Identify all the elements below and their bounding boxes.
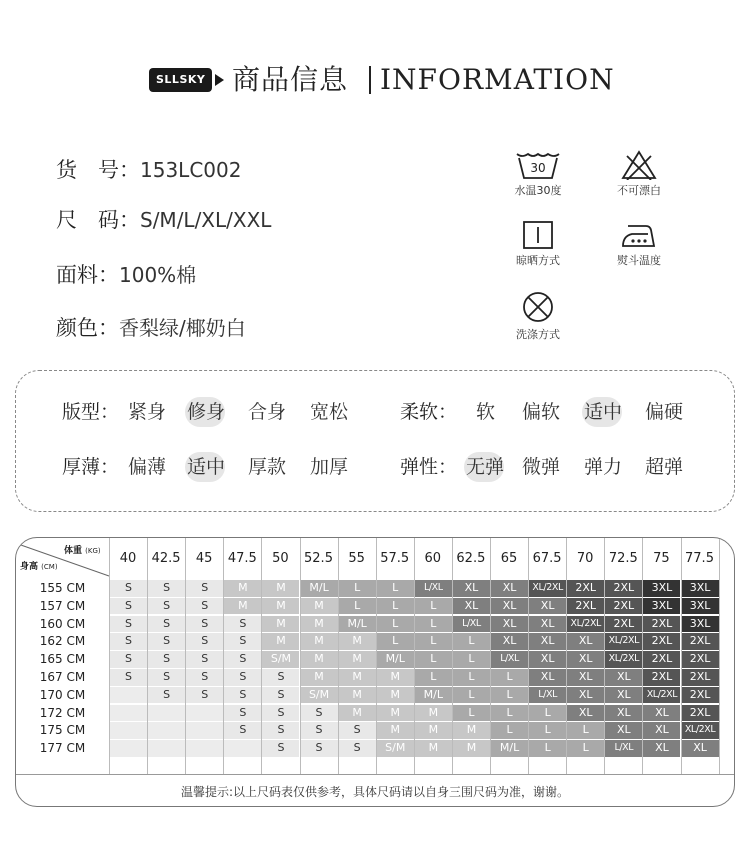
- size-cell: M: [377, 687, 414, 704]
- size-cell: XL: [529, 616, 566, 633]
- size-cell: L: [567, 740, 604, 757]
- size-cell: L/XL: [415, 580, 452, 597]
- size-cell: [110, 687, 147, 704]
- size-cell: S: [186, 669, 223, 686]
- dry-clean-icon: [520, 290, 556, 324]
- size-cell: XL: [491, 616, 528, 633]
- size-cell: S: [301, 740, 338, 757]
- size-cell: S: [262, 722, 299, 739]
- size-cell: S: [224, 651, 261, 668]
- size-cell: L: [377, 580, 414, 597]
- drip-dry-icon: [521, 220, 555, 250]
- size-cell: S: [110, 633, 147, 650]
- attr-elasticity-option-selected: 无弹: [466, 452, 504, 482]
- attr-elasticity-option: 弹力: [584, 456, 623, 478]
- size-cell: L: [377, 598, 414, 615]
- size-cell: XL/2XL: [682, 722, 719, 739]
- height-row-header: 170 CM: [39, 687, 86, 702]
- size-cell: L: [453, 669, 490, 686]
- weight-col-header: 70: [576, 551, 594, 566]
- attr-fit-option: 紧身: [128, 401, 167, 423]
- size-cell: S: [224, 669, 261, 686]
- size-cell: L: [529, 722, 566, 739]
- info-label: 面料：: [56, 263, 119, 287]
- size-cell: S: [224, 687, 261, 704]
- size-cell: S: [186, 598, 223, 615]
- attr-softness-option: 偏硬: [645, 401, 684, 423]
- attr-thickness-option: 偏薄: [128, 456, 167, 478]
- attr-fit-option-selected: 修身: [187, 397, 225, 427]
- title-english: INFORMATION: [380, 63, 615, 96]
- size-cell: M/L: [339, 616, 376, 633]
- size-cell: [148, 705, 185, 722]
- size-cell: XL/2XL: [529, 580, 566, 597]
- size-cell: M/L: [491, 740, 528, 757]
- size-cell: XL/2XL: [567, 616, 604, 633]
- size-cell: [110, 722, 147, 739]
- size-cell: M: [377, 705, 414, 722]
- title-divider: [369, 66, 371, 94]
- size-cell: 3XL: [643, 580, 680, 597]
- size-cell: S: [186, 651, 223, 668]
- size-cell: L: [453, 705, 490, 722]
- size-cell: 3XL: [643, 598, 680, 615]
- size-cell: L: [491, 722, 528, 739]
- size-cell: 2XL: [605, 616, 642, 633]
- care-caption: 晾晒方式: [516, 254, 560, 267]
- size-cell: S: [186, 616, 223, 633]
- weight-col-header: 75: [653, 551, 670, 566]
- size-cell: S: [262, 669, 299, 686]
- size-footnote: 温馨提示:以上尺码表仅供参考，具体尺码请以自身三围尺码为准，谢谢。: [16, 774, 734, 807]
- size-cell: S/M: [377, 740, 414, 757]
- size-cell: M: [224, 580, 261, 597]
- size-cell: 2XL: [682, 633, 719, 650]
- height-header: [20, 559, 58, 572]
- size-cell: XL/2XL: [605, 633, 642, 650]
- size-cell: S: [148, 580, 185, 597]
- height-row-header: 162 CM: [39, 634, 86, 649]
- size-cell: XL: [605, 669, 642, 686]
- height-row-header: 160 CM: [39, 616, 86, 631]
- weight-col-header: 52.5: [304, 551, 333, 566]
- size-cell: M: [339, 651, 376, 668]
- info-item-number: [56, 155, 241, 185]
- size-cell: M: [262, 616, 299, 633]
- size-cell: S: [224, 705, 261, 722]
- weight-col-header: 42.5: [151, 551, 181, 566]
- size-chart-table: [15, 537, 735, 807]
- size-cell: M: [415, 740, 452, 757]
- weight-col-header: 47.5: [227, 551, 257, 566]
- height-row-header: 165 CM: [39, 652, 86, 667]
- size-cell: M: [301, 669, 338, 686]
- size-cell: [110, 705, 147, 722]
- size-cell: L: [453, 651, 490, 668]
- size-cell: 2XL: [682, 651, 719, 668]
- size-cell: [148, 740, 185, 757]
- weight-col-header: 65: [500, 551, 518, 566]
- size-cell: 3XL: [682, 598, 719, 615]
- care-caption: 洗涤方式: [516, 328, 560, 341]
- info-item-color: [56, 313, 246, 343]
- size-cell: L/XL: [605, 740, 642, 757]
- attr-thickness-option-selected: 适中: [187, 452, 225, 482]
- size-cell: M: [453, 740, 490, 757]
- size-cell: M: [415, 722, 452, 739]
- size-cell: L: [339, 598, 376, 615]
- info-item-size: [56, 205, 271, 235]
- care-no-bleach: [599, 150, 679, 198]
- size-cell: L: [453, 633, 490, 650]
- size-cell: M: [339, 687, 376, 704]
- care-drip-dry: [498, 220, 578, 268]
- no-bleach-icon: [621, 150, 657, 180]
- info-value: 100%棉: [119, 263, 197, 287]
- size-cell: L/XL: [529, 687, 566, 704]
- care-caption: 水温30度: [514, 184, 562, 197]
- size-cell: M: [301, 633, 338, 650]
- size-cell: S: [301, 722, 338, 739]
- info-label: 尺 码：: [56, 208, 140, 232]
- size-cell: S: [148, 616, 185, 633]
- size-cell: M: [415, 705, 452, 722]
- size-cell: L: [491, 669, 528, 686]
- brand-logo: SLLSKY: [149, 68, 212, 92]
- size-cell: [186, 740, 223, 757]
- attr-softness-option: 偏软: [522, 401, 561, 423]
- size-cell: M: [262, 633, 299, 650]
- attr-thickness-option: 厚款: [248, 456, 287, 478]
- weight-col-header: 60: [424, 551, 442, 566]
- size-cell: XL: [529, 669, 566, 686]
- size-cell: 2XL: [567, 580, 604, 597]
- size-cell: M: [301, 616, 338, 633]
- size-cell: 3XL: [682, 580, 719, 597]
- size-cell: L: [415, 633, 452, 650]
- size-cell: M: [262, 580, 299, 597]
- size-cell: S/M: [301, 687, 338, 704]
- size-cell: S: [110, 580, 147, 597]
- size-cell: L: [529, 740, 566, 757]
- size-cell: XL: [567, 633, 604, 650]
- weight-header-unit: (KG): [85, 547, 101, 555]
- size-cell: L: [567, 722, 604, 739]
- care-dry-clean: [498, 290, 578, 342]
- size-cell: S: [262, 740, 299, 757]
- info-item-fabric: [56, 260, 196, 290]
- size-cell: L: [491, 705, 528, 722]
- info-label: 颜色：: [56, 316, 119, 340]
- size-cell: S: [148, 598, 185, 615]
- attr-thickness-label: 厚薄：: [62, 456, 120, 478]
- attr-fit-option: 合身: [248, 401, 287, 423]
- size-cell: XL: [643, 722, 680, 739]
- size-cell: 2XL: [643, 651, 680, 668]
- size-cell: S/M: [262, 651, 299, 668]
- size-cell: XL: [567, 687, 604, 704]
- size-cell: S: [110, 616, 147, 633]
- weight-header: [64, 543, 101, 556]
- size-cell: S: [186, 687, 223, 704]
- size-cell: 3XL: [682, 616, 719, 633]
- size-cell: S: [224, 616, 261, 633]
- weight-col-header: 57.5: [380, 551, 410, 566]
- height-row-header: 175 CM: [39, 723, 86, 738]
- weight-col-header: 40: [119, 551, 137, 566]
- size-cell: XL: [605, 687, 642, 704]
- brand-arrow-icon: [215, 74, 224, 86]
- info-value: S/M/L/XL/XXL: [140, 208, 272, 232]
- size-cell: XL: [529, 651, 566, 668]
- size-cell: 2XL: [643, 669, 680, 686]
- attr-softness-label: 柔软：: [400, 401, 458, 423]
- size-cell: M/L: [415, 687, 452, 704]
- size-cell: [148, 722, 185, 739]
- size-cell: 2XL: [605, 598, 642, 615]
- size-cell: M: [262, 598, 299, 615]
- size-cell: 2XL: [682, 669, 719, 686]
- size-cell: 2XL: [643, 633, 680, 650]
- size-cell: M: [339, 633, 376, 650]
- iron-icon: [620, 222, 658, 250]
- weight-header-label: 体重: [64, 546, 83, 556]
- size-cell: XL: [491, 633, 528, 650]
- size-cell: XL: [682, 740, 719, 757]
- size-cell: [224, 740, 261, 757]
- care-caption: 不可漂白: [617, 184, 661, 197]
- weight-col-header: 45: [195, 551, 213, 566]
- size-cell: M: [224, 598, 261, 615]
- size-cell: L: [415, 616, 452, 633]
- size-cell: L/XL: [491, 651, 528, 668]
- size-cell: XL: [453, 580, 490, 597]
- size-cell: S: [339, 722, 376, 739]
- height-row-header: 177 CM: [39, 741, 86, 756]
- height-row-header: 155 CM: [39, 581, 86, 595]
- size-cell: [186, 705, 223, 722]
- height-header-label: 身高: [20, 562, 39, 572]
- header: [0, 60, 750, 100]
- size-cell: S: [148, 687, 185, 704]
- size-cell: M: [453, 722, 490, 739]
- size-cell: S: [224, 722, 261, 739]
- height-row-header: 167 CM: [39, 670, 86, 684]
- attr-elasticity-option: 微弹: [522, 456, 561, 478]
- size-cell: L: [415, 669, 452, 686]
- size-cell: M: [301, 651, 338, 668]
- title-chinese: 商品信息: [232, 63, 349, 96]
- care-wash-30: [498, 148, 578, 198]
- size-cell: L: [491, 687, 528, 704]
- size-cell: XL: [643, 705, 680, 722]
- attr-thickness-option: 加厚: [310, 456, 349, 478]
- size-cell: S: [148, 651, 185, 668]
- size-cell: 2XL: [682, 687, 719, 704]
- height-header-unit: (CM): [41, 563, 58, 571]
- size-cell: S: [186, 633, 223, 650]
- care-caption: 熨斗温度: [617, 254, 661, 267]
- attr-elasticity-label: 弹性：: [400, 456, 458, 478]
- size-cell: XL: [567, 651, 604, 668]
- size-cell: XL: [491, 598, 528, 615]
- size-cell: M: [377, 669, 414, 686]
- size-cell: S: [148, 633, 185, 650]
- size-cell: L/XL: [453, 616, 490, 633]
- size-cell: XL: [529, 598, 566, 615]
- size-cell: XL: [643, 740, 680, 757]
- size-cell: 2XL: [567, 598, 604, 615]
- attributes-panel: [15, 370, 735, 512]
- size-cell: L: [377, 633, 414, 650]
- size-cell: M: [339, 705, 376, 722]
- info-value: 香梨绿/椰奶白: [119, 316, 246, 340]
- wash-temp-label: 30: [530, 161, 546, 175]
- info-value: 153LC002: [140, 158, 242, 182]
- attr-fit-option: 宽松: [310, 401, 349, 423]
- weight-col-header: 77.5: [685, 551, 714, 566]
- size-cell: XL: [567, 705, 604, 722]
- size-cell: S: [301, 705, 338, 722]
- size-cell: M/L: [377, 651, 414, 668]
- size-cell: XL: [567, 669, 604, 686]
- weight-col-header: 62.5: [456, 551, 486, 566]
- size-cell: XL: [605, 722, 642, 739]
- size-cell: XL/2XL: [605, 651, 642, 668]
- size-cell: 2XL: [682, 705, 719, 722]
- height-row-header: 172 CM: [39, 705, 86, 720]
- size-cell: M: [377, 722, 414, 739]
- size-cell: L: [453, 687, 490, 704]
- weight-col-header: 50: [272, 551, 289, 566]
- size-cell: L: [529, 705, 566, 722]
- size-cell: XL: [453, 598, 490, 615]
- size-cell: [186, 722, 223, 739]
- size-cell: [110, 740, 147, 757]
- weight-col-header: 67.5: [532, 551, 562, 566]
- size-cell: XL: [605, 705, 642, 722]
- size-cell: S: [110, 651, 147, 668]
- size-cell: M: [301, 598, 338, 615]
- size-cell: S: [110, 669, 147, 686]
- size-cell: M: [339, 669, 376, 686]
- care-iron: [599, 222, 679, 268]
- size-cell: L: [339, 580, 376, 597]
- size-cell: S: [224, 633, 261, 650]
- size-cell: S: [148, 669, 185, 686]
- size-cell: S: [110, 598, 147, 615]
- size-cell: 2XL: [605, 580, 642, 597]
- size-cell: XL: [529, 633, 566, 650]
- size-cell: M/L: [301, 580, 338, 597]
- height-row-header: 157 CM: [39, 598, 86, 613]
- attr-elasticity-option: 超弹: [645, 456, 684, 478]
- attr-softness-option: 软: [476, 401, 496, 423]
- info-label: 货 号：: [56, 158, 140, 182]
- size-cell: 2XL: [643, 616, 680, 633]
- size-cell: S: [262, 705, 299, 722]
- size-cell: S: [186, 580, 223, 597]
- wash-30-icon: [514, 148, 562, 180]
- size-cell: L: [377, 616, 414, 633]
- size-cell: L: [415, 598, 452, 615]
- size-cell: S: [339, 740, 376, 757]
- attr-fit-label: 版型：: [62, 401, 120, 423]
- weight-col-header: 72.5: [608, 551, 638, 566]
- weight-col-header: 55: [348, 551, 365, 566]
- size-cell: S: [262, 687, 299, 704]
- size-cell: XL/2XL: [643, 687, 680, 704]
- size-cell: XL: [491, 580, 528, 597]
- size-cell: L: [415, 651, 452, 668]
- attr-softness-option-selected: 适中: [584, 397, 622, 427]
- grid-line: [719, 538, 720, 774]
